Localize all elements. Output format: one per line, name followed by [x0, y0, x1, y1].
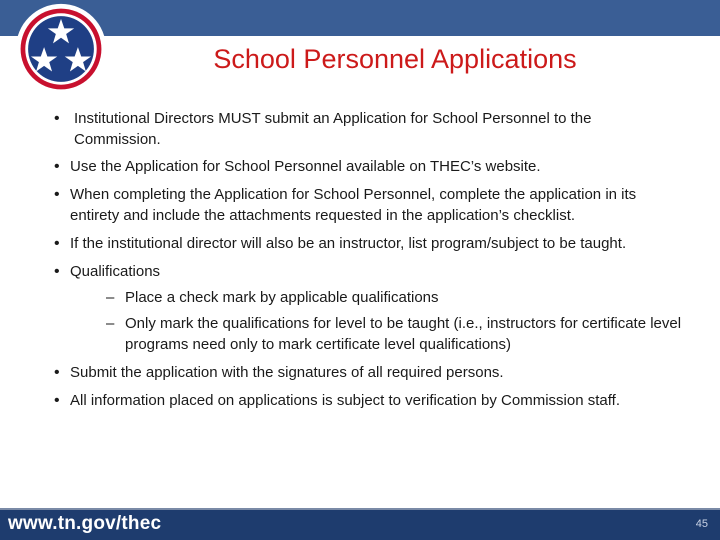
dash-icon: – — [106, 289, 115, 306]
bullet-icon: • — [54, 158, 60, 175]
list-item — [52, 184, 682, 226]
sub-list-item-text: Only mark the qualifications for level to be taught (i.e., instructors for certificate level programs need only to mark certificate level qualifications) — [125, 315, 682, 353]
list-item — [52, 390, 682, 411]
list-item-text: If the institutional director will also be an instructor, list program/subject to be taught. — [70, 235, 627, 252]
list-item — [52, 233, 682, 254]
bullet-icon: • — [54, 110, 60, 127]
list-item-text: When completing the Application for School Personnel, complete the application in its entirety and include the attachments requested in the application’s checklist. — [70, 186, 637, 224]
bullet-icon: • — [54, 186, 60, 203]
list-item-text: Submit the application with the signatures of all required persons. — [70, 364, 504, 381]
bullet-icon: • — [54, 364, 60, 381]
bullet-list — [52, 108, 682, 418]
list-item — [52, 261, 682, 355]
list-item — [52, 108, 682, 150]
bullet-icon: • — [54, 392, 60, 409]
sub-list-item — [70, 313, 682, 355]
list-item-text: Institutional Directors MUST submit an Application for School Personnel to the Commission. — [74, 110, 592, 148]
list-item — [52, 156, 682, 177]
tennessee-tri-star-logo-icon — [14, 2, 108, 96]
list-item-text: All information placed on applications is subject to verification by Commission staff. — [70, 392, 620, 409]
list-item-text: Qualifications — [70, 263, 161, 280]
page-number: 45 — [695, 518, 708, 530]
list-item — [52, 362, 682, 383]
bullet-icon: • — [54, 235, 60, 252]
footer-divider — [0, 508, 720, 510]
page-title: School Personnel Applications — [213, 44, 577, 74]
sub-list-item — [70, 287, 682, 308]
footer-bar — [0, 508, 720, 540]
footer-url-link[interactable]: www.tn.gov/thec — [8, 513, 162, 534]
sub-list-item-text: Place a check mark by applicable qualifications — [125, 289, 439, 306]
bullet-icon: • — [54, 263, 60, 280]
top-banner — [0, 0, 720, 36]
list-item-text: Use the Application for School Personnel available on THEC’s website. — [70, 158, 541, 175]
dash-icon: – — [106, 315, 115, 332]
